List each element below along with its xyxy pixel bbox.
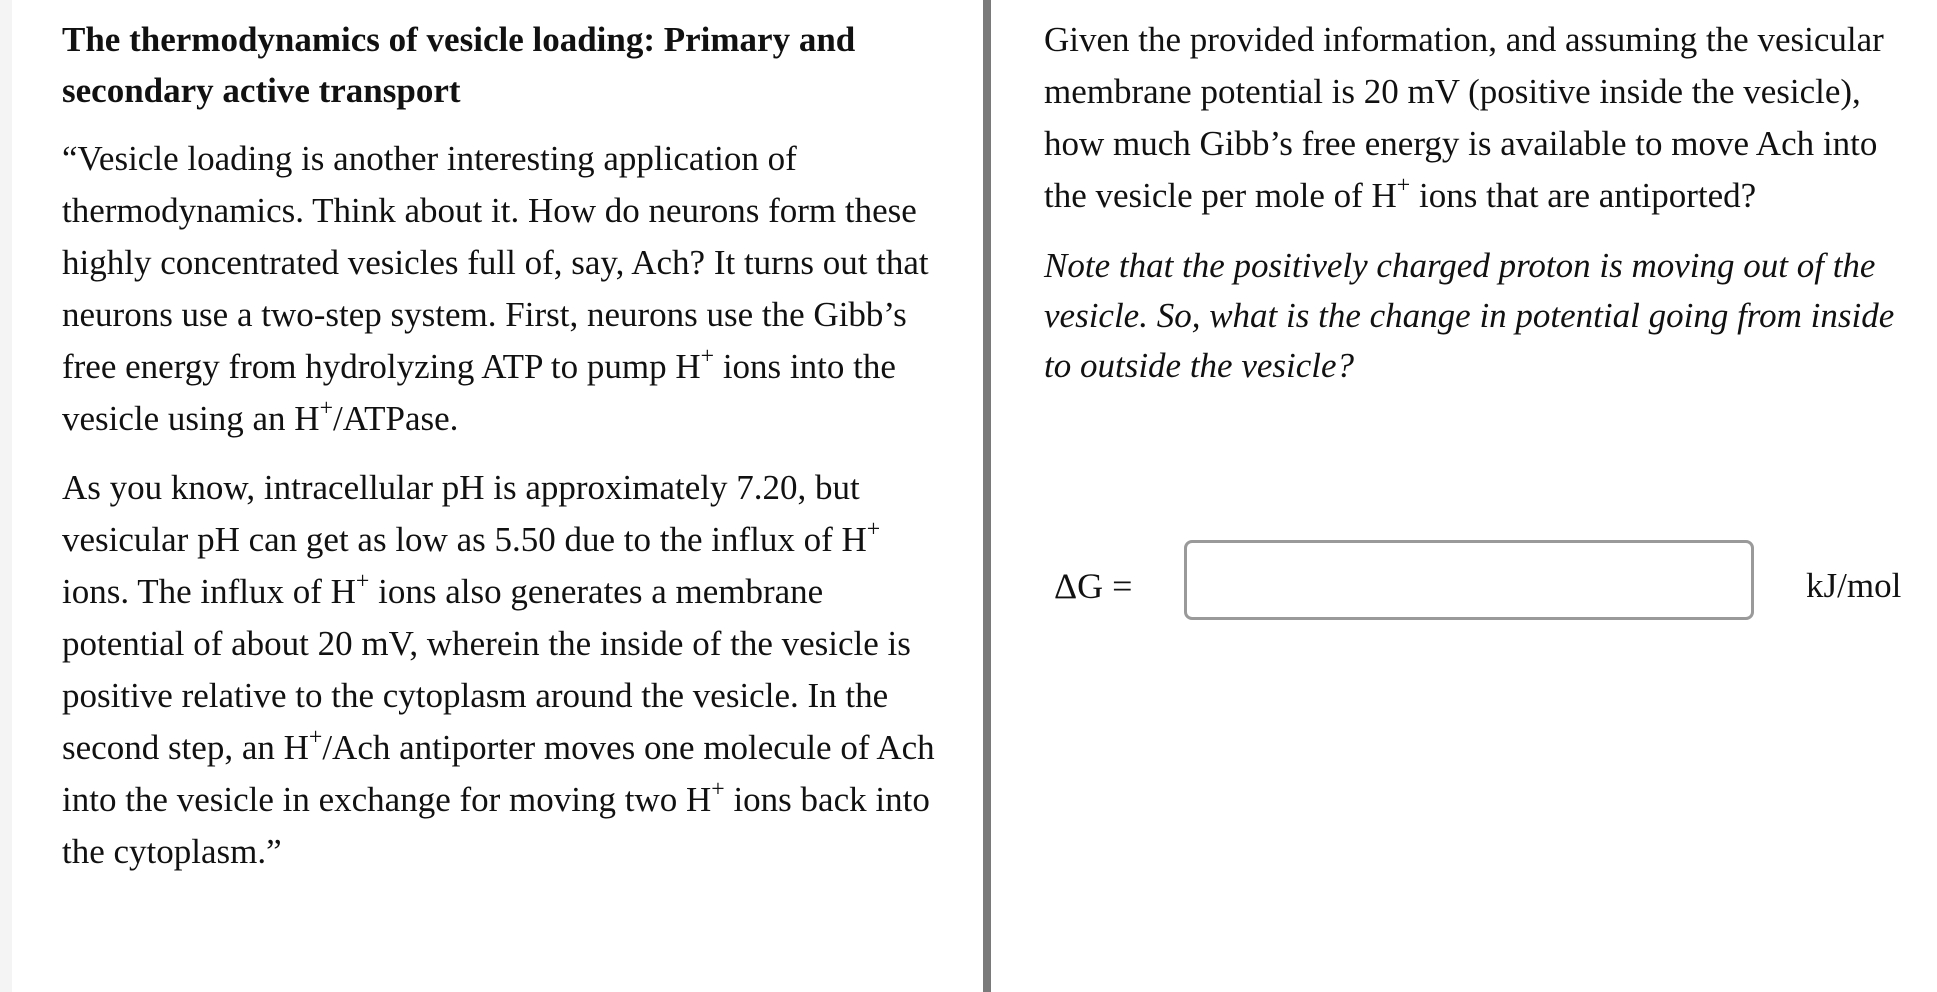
page-frame xyxy=(12,0,1937,992)
passage-title-line-2: secondary active transport xyxy=(62,71,461,110)
passage-panel xyxy=(12,0,982,992)
delta-g-answer-input[interactable] xyxy=(1184,540,1754,620)
question-hint: Note that the positively charged proton is moving out of the vesicle. So, what is the change in potential going from inside to outside the vesicle? xyxy=(1044,246,1895,385)
passage-title xyxy=(62,14,942,116)
passage-paragraph-1: “Vesicle loading is another interesting application of thermodynamics. Think about it. How do neurons form these highly concentrated vesicles full of, say, Ach? It turns out that neurons use a two-step system. First, neurons use the Gibb’s free energy from hydrolyzing ATP to pump H+ ions into the vesicle using an H+/ATPase. xyxy=(62,139,929,438)
passage-title-line-1: The thermodynamics of vesicle loading: Primary and xyxy=(62,20,856,59)
question-text: Given the provided information, and assuming the vesicular membrane potential is 20 mV (positive inside the vesicle), how much Gibb’s free energy is available to move Ach into the vesicle per mole of H+ ions that are antiported? xyxy=(1044,20,1884,215)
question-panel xyxy=(991,0,1937,992)
panel-divider[interactable] xyxy=(983,0,991,992)
delta-g-label: ΔG = xyxy=(1054,566,1133,606)
answer-unit-label: kJ/mol xyxy=(1806,566,1902,605)
passage-paragraph-2: As you know, intracellular pH is approximately 7.20, but vesicular pH can get as low as 5.50 due to the influx of H+ ions. The influx of H+ ions also generates a membrane potential of about 20 mV, wherein the inside of the vesicle is positive relative to the cytoplasm around the vesicle. In the second step, an H+/Ach antiporter moves one molecule of Ach into the vesicle in exchange for moving two H+ ions back into the cytoplasm.” xyxy=(62,468,935,871)
